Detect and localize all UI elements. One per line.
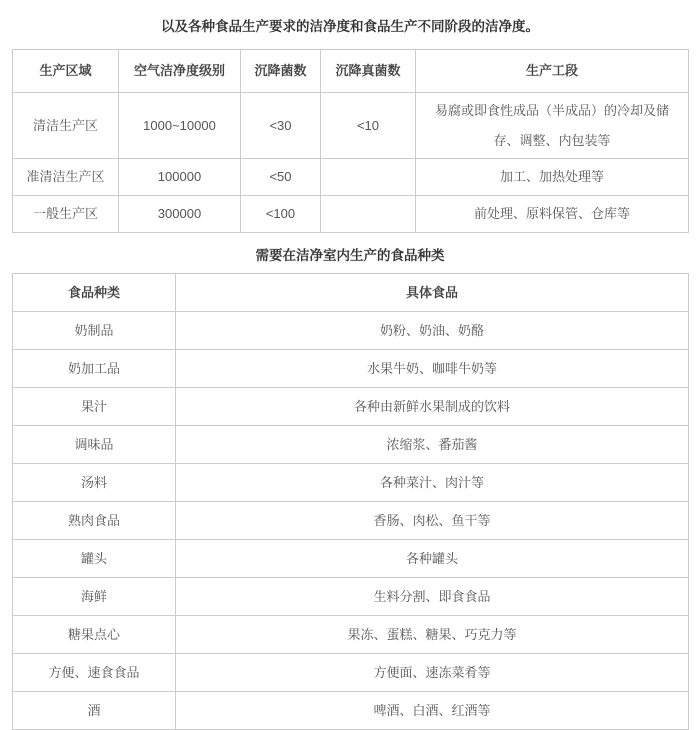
cell-settled-fungi: <10 xyxy=(321,93,416,159)
cell-food-type: 汤料 xyxy=(13,464,176,502)
cell-food-type: 奶加工品 xyxy=(13,350,176,388)
cell-specific-food: 水果牛奶、咖啡牛奶等 xyxy=(176,350,689,388)
cell-food-type: 方便、速食食品 xyxy=(13,654,176,692)
column-header-air-cleanliness: 空气洁净度级别 xyxy=(119,50,241,93)
table-header-row xyxy=(13,50,689,93)
cell-food-type: 奶制品 xyxy=(13,312,176,350)
column-header-production-section: 生产工段 xyxy=(416,50,689,93)
cell-settled-bacteria: <30 xyxy=(241,93,321,159)
cell-specific-food: 各种由新鲜水果制成的饮料 xyxy=(176,388,689,426)
cell-specific-food: 方便面、速冻菜肴等 xyxy=(176,654,689,692)
cell-food-type: 调味品 xyxy=(13,426,176,464)
cell-food-type: 罐头 xyxy=(13,540,176,578)
cell-settled-bacteria: <100 xyxy=(241,196,321,233)
cell-specific-food: 啤酒、白酒、红酒等 xyxy=(176,692,689,730)
cell-air-cleanliness: 300000 xyxy=(119,196,241,233)
cleanliness-table-title: 以及各种食品生产要求的洁净度和食品生产不同阶段的洁净度。 xyxy=(161,19,539,34)
cell-food-type: 糖果点心 xyxy=(13,616,176,654)
cell-specific-food: 生料分割、即食食品 xyxy=(176,578,689,616)
column-header-settled-bacteria: 沉降菌数 xyxy=(241,50,321,93)
table-header-row xyxy=(13,274,689,312)
cell-specific-food: 浓缩浆、番茄酱 xyxy=(176,426,689,464)
cell-production-section: 前处理、原料保管、仓库等 xyxy=(416,196,689,233)
cell-settled-fungi xyxy=(321,159,416,196)
cell-settled-fungi xyxy=(321,196,416,233)
column-header-settled-fungi: 沉降真菌数 xyxy=(321,50,416,93)
cell-food-type: 熟肉食品 xyxy=(13,502,176,540)
table-row xyxy=(13,196,689,233)
cell-specific-food: 各种罐头 xyxy=(176,540,689,578)
column-header-production-area: 生产区域 xyxy=(13,50,119,93)
cell-production-section: 易腐或即食性成品（半成品）的冷却及储存、调整、内包装等 xyxy=(416,93,689,159)
cell-air-cleanliness: 100000 xyxy=(119,159,241,196)
table-row xyxy=(13,464,689,502)
cell-production-area: 一般生产区 xyxy=(13,196,119,233)
table-row xyxy=(13,654,689,692)
table-row xyxy=(13,350,689,388)
cell-settled-bacteria: <50 xyxy=(241,159,321,196)
cleanroom-food-types-table xyxy=(12,273,689,730)
table-row xyxy=(13,540,689,578)
cell-production-area: 准清洁生产区 xyxy=(13,159,119,196)
table-row xyxy=(13,388,689,426)
cell-food-type: 海鲜 xyxy=(13,578,176,616)
table-row xyxy=(13,426,689,464)
cell-specific-food: 果冻、蛋糕、糖果、巧克力等 xyxy=(176,616,689,654)
cell-food-type: 果汁 xyxy=(13,388,176,426)
cell-specific-food: 香肠、肉松、鱼干等 xyxy=(176,502,689,540)
table-row xyxy=(13,159,689,196)
cell-air-cleanliness: 1000~10000 xyxy=(119,93,241,159)
cell-production-area: 清洁生产区 xyxy=(13,93,119,159)
food-types-table-title: 需要在洁净室内生产的食品种类 xyxy=(255,248,445,263)
table-row xyxy=(13,692,689,730)
table-row xyxy=(13,312,689,350)
cleanliness-requirements-table xyxy=(12,49,689,233)
cell-specific-food: 各种菜汁、肉汁等 xyxy=(176,464,689,502)
table-row xyxy=(13,616,689,654)
table-row xyxy=(13,93,689,159)
cell-specific-food: 奶粉、奶油、奶酪 xyxy=(176,312,689,350)
cell-food-type: 酒 xyxy=(13,692,176,730)
column-header-food-type: 食品种类 xyxy=(13,274,176,312)
column-header-specific-food: 具体食品 xyxy=(176,274,689,312)
table-row xyxy=(13,502,689,540)
cell-production-section: 加工、加热处理等 xyxy=(416,159,689,196)
table-row xyxy=(13,578,689,616)
